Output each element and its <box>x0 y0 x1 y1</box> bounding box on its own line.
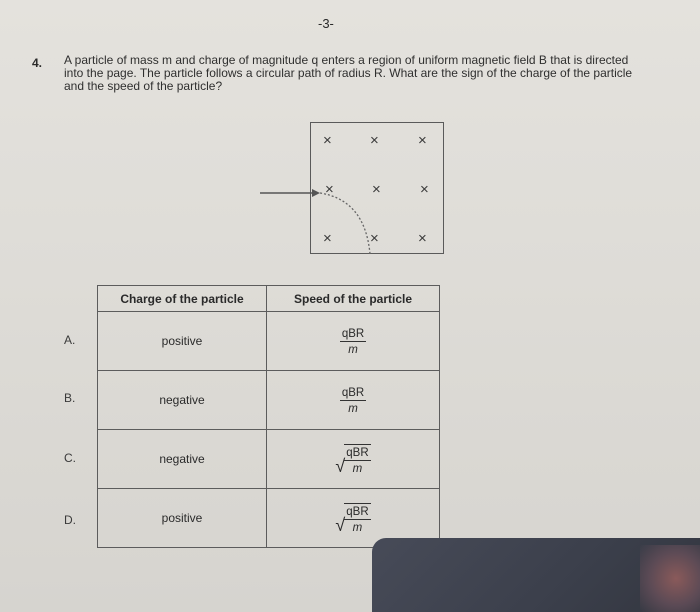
column-header-charge: Charge of the particle <box>98 286 267 312</box>
option-c-charge: negative <box>98 430 267 489</box>
square-root: √ $\frac{\text{qBR}}{m}$ <box>335 444 370 475</box>
table-row <box>98 371 440 430</box>
speed-numerator: qBR <box>341 328 365 340</box>
speed-numerator: qBR <box>341 387 365 399</box>
option-label-a: A. <box>64 333 76 347</box>
table-header-row <box>98 286 440 312</box>
question-number: 4. <box>32 56 43 70</box>
option-d-charge: positive <box>98 489 267 548</box>
field-cross: × <box>420 181 429 198</box>
option-label-b: B. <box>64 391 76 405</box>
page-number: -3- <box>318 16 334 31</box>
speed-denominator: m <box>348 403 358 415</box>
entry-arrowhead <box>312 189 320 197</box>
field-cross: × <box>370 230 379 247</box>
option-a-speed <box>267 312 440 371</box>
square-root: √ $\frac{\text{qBR}}{m}$ <box>335 503 370 534</box>
question-text: A particle of mass m and charge of magnitude q enters a region of uniform magnetic field B that is directed into the page. The particle follows a circular path of radius R. What are the sign of the charge of the particle and the speed of the particle? <box>64 53 633 93</box>
option-c-speed <box>267 430 440 489</box>
field-cross: × <box>418 230 427 247</box>
field-crosses <box>323 132 429 247</box>
speed-denominator: m <box>352 462 363 475</box>
option-label-d: D. <box>64 513 76 527</box>
field-cross: × <box>323 230 332 247</box>
option-b-speed <box>267 371 440 430</box>
field-cross: × <box>323 132 332 149</box>
option-label-c: C. <box>64 451 76 465</box>
column-header-speed: Speed of the particle <box>267 286 440 312</box>
particle-path-diagram <box>250 120 460 260</box>
answer-table <box>97 285 440 548</box>
table-row <box>98 312 440 371</box>
field-cross: × <box>370 132 379 149</box>
field-cross: × <box>372 181 381 198</box>
field-cross: × <box>418 132 427 149</box>
field-cross: × <box>325 181 334 198</box>
speed-numerator: qBR <box>346 505 369 518</box>
speed-denominator: m <box>352 521 363 534</box>
table-row <box>98 430 440 489</box>
panel-glow <box>640 545 700 612</box>
speed-numerator: qBR <box>346 446 369 459</box>
speed-denominator: m <box>348 344 358 356</box>
option-a-charge: positive <box>98 312 267 371</box>
option-b-charge: negative <box>98 371 267 430</box>
